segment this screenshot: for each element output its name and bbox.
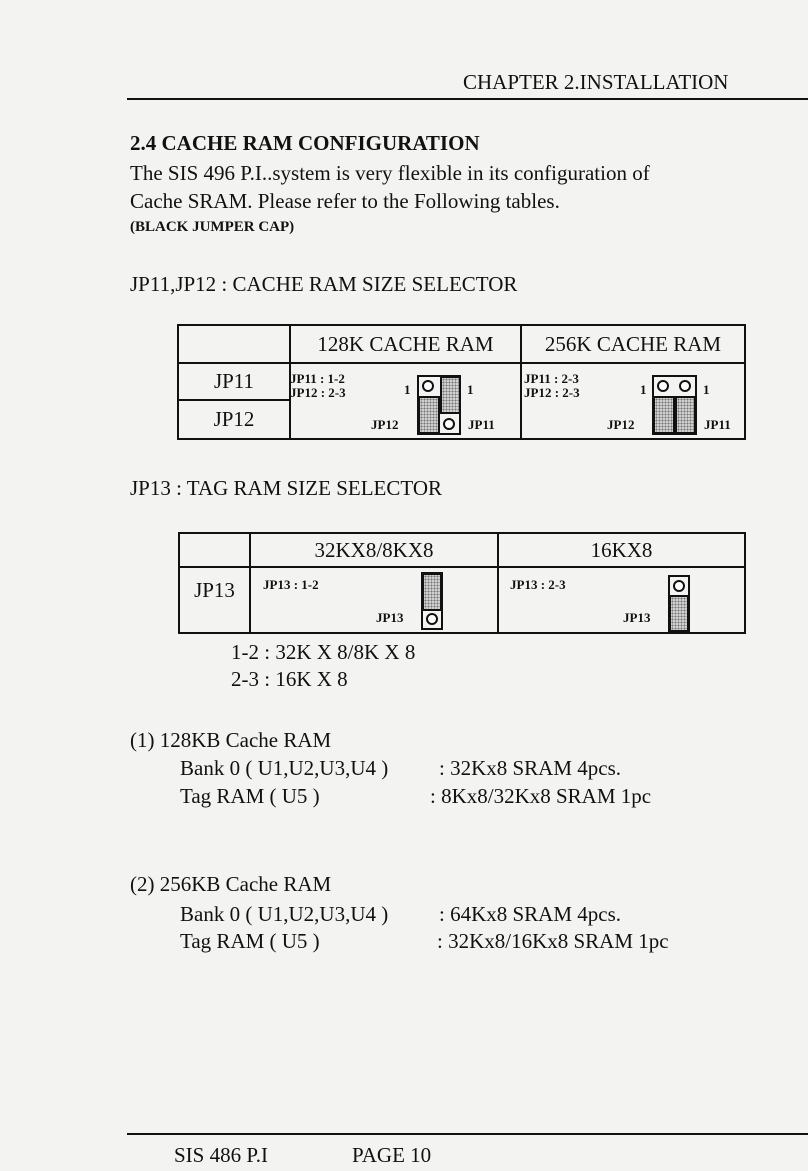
table2-heading: JP13 : TAG RAM SIZE SELECTOR (130, 476, 442, 500)
table1-row-jp11: JP11 (178, 363, 290, 400)
t2c2-text: JP13 : 2-3 (510, 577, 566, 592)
config1-tag-label: Tag RAM ( U5 ) (180, 784, 320, 808)
pin1-label-a: 1 (404, 382, 411, 397)
pin-circle (673, 580, 685, 592)
jp12-label-256k: JP12 (607, 417, 635, 432)
table1-col-256k: 256K CACHE RAM (521, 325, 745, 363)
config1-tag-value: : 8Kx8/32Kx8 SRAM 1pc (430, 784, 652, 808)
intro-line-2: Cache SRAM. Please refer to the Following tables. (130, 189, 560, 213)
header-rule (127, 98, 808, 100)
jp13-label-16k: JP13 (623, 610, 651, 625)
jumper-cap-jp12 (418, 396, 440, 434)
t1c1-l2: JP12 : 2-3 (290, 385, 346, 400)
jumper-cap-note: (BLACK JUMPER CAP) (130, 219, 295, 235)
intro-line-1: The SIS 496 P.I..system is very flexible in its configuration of (130, 161, 650, 185)
chapter-header: CHAPTER 2.INSTALLATION (463, 70, 729, 94)
config2-title: (2) 256KB Cache RAM (130, 872, 332, 896)
jp11-label-256k: JP11 (704, 417, 731, 432)
legend-1-2: 1-2 : 32K X 8/8K X 8 (231, 640, 416, 664)
jp13-label-32k: JP13 (376, 610, 404, 625)
config2-tag-label: Tag RAM ( U5 ) (180, 929, 320, 953)
t2c1-text: JP13 : 1-2 (263, 577, 319, 592)
table2-col-16k: 16KX8 (498, 533, 745, 567)
t1c2-l2: JP12 : 2-3 (524, 385, 580, 400)
pin1-label-d: 1 (703, 382, 710, 397)
config2-bank-value: : 64Kx8 SRAM 4pcs. (439, 902, 622, 926)
jumper-cap-jp11 (440, 376, 461, 414)
table2-row-jp13: JP13 (179, 567, 250, 633)
jumper-cap-jp13-32k (422, 573, 442, 611)
pin1-label-b: 1 (467, 382, 474, 397)
config2-tag-value: : 32Kx8/16Kx8 SRAM 1pc (437, 929, 669, 953)
table1-heading: JP11,JP12 : CACHE RAM SIZE SELECTOR (130, 272, 518, 296)
jumper-cap-jp13-16k (669, 595, 689, 632)
footer-page: PAGE 10 (352, 1143, 432, 1167)
jumper-cap-jp12-256k (653, 396, 675, 434)
jp12-label-128k: JP12 (371, 417, 399, 432)
config1-bank-value: : 32Kx8 SRAM 4pcs. (439, 756, 622, 780)
pin-circle (426, 613, 438, 625)
legend-2-3: 2-3 : 16K X 8 (231, 667, 348, 691)
jumper-cap-jp11-256k (675, 396, 696, 434)
config1-title: (1) 128KB Cache RAM (130, 728, 332, 752)
config2-bank-label: Bank 0 ( U1,U2,U3,U4 ) (180, 902, 389, 926)
config1-bank-label: Bank 0 ( U1,U2,U3,U4 ) (180, 756, 389, 780)
table1-row-jp12: JP12 (178, 400, 290, 439)
table1-col-128k: 128K CACHE RAM (290, 325, 521, 363)
table2-corner (179, 533, 250, 567)
pin1-label-c: 1 (640, 382, 647, 397)
pin-circle (422, 380, 434, 392)
footer-model: SIS 486 P.I (174, 1143, 268, 1167)
table2-col-32k: 32KX8/8KX8 (250, 533, 498, 567)
section-title: 2.4 CACHE RAM CONFIGURATION (130, 131, 480, 155)
pin-circle (679, 380, 691, 392)
pin-circle (657, 380, 669, 392)
t1c1-l1: JP11 : 1-2 (290, 371, 345, 386)
footer-rule (127, 1133, 808, 1135)
table1-corner (178, 325, 290, 363)
jp11-label-128k: JP11 (468, 417, 495, 432)
t1c2-l1: JP11 : 2-3 (524, 371, 579, 386)
pin-circle (443, 418, 455, 430)
